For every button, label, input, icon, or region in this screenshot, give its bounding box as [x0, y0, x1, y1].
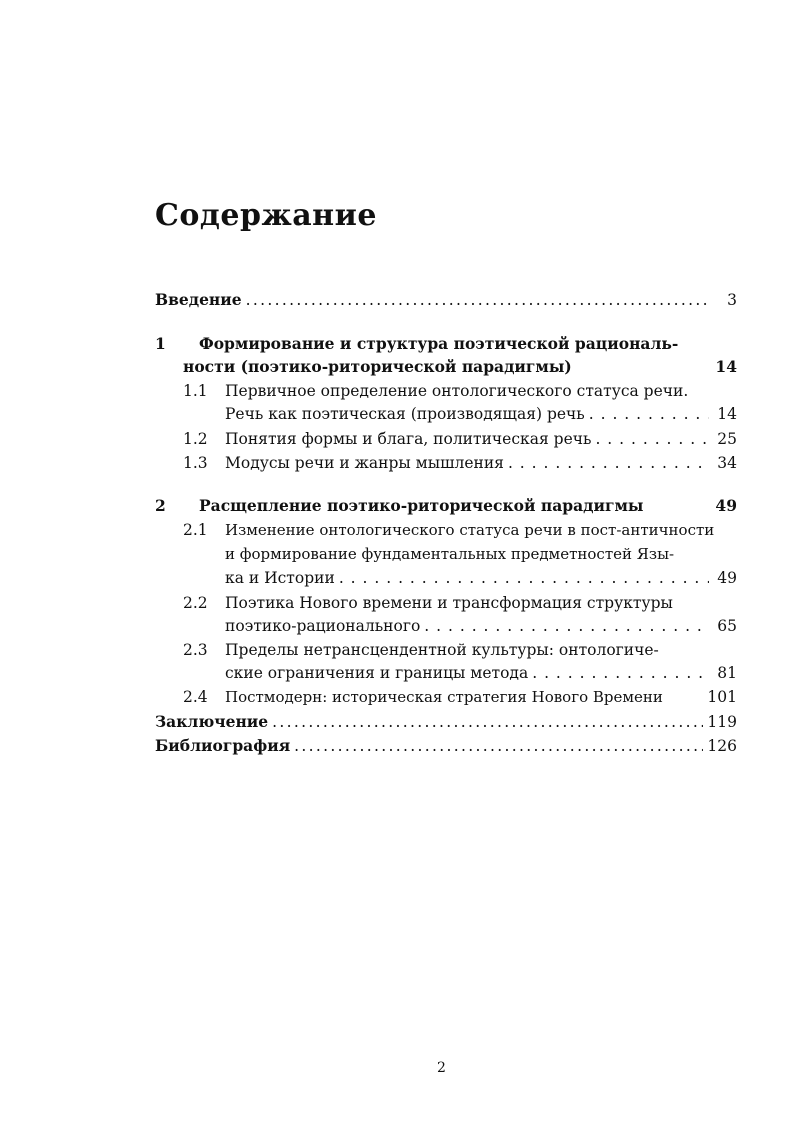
- section-title-line1: Понятия формы и блага, политическая речь: [225, 430, 592, 448]
- toc-section-2-1-cont2[interactable]: [225, 569, 737, 591]
- toc-intro-page: 3: [727, 291, 737, 309]
- section-title-line1: Постмодерн: историческая стратегия Нового Времени: [225, 688, 663, 706]
- section-page: 25: [717, 430, 737, 448]
- toc-entry-conclusion[interactable]: [155, 712, 737, 734]
- dot-leader: [589, 405, 709, 423]
- page-number: 2: [437, 1060, 446, 1076]
- section-number: 1.2: [183, 430, 208, 448]
- toc-section-1-1[interactable]: [183, 382, 737, 404]
- section-number: 2.3: [183, 641, 208, 659]
- section-page: 81: [717, 664, 737, 682]
- chapter-1-number: 1: [155, 334, 166, 353]
- dot-leader: [339, 569, 709, 587]
- toc-section-2-4[interactable]: [183, 688, 737, 710]
- section-page: 34: [717, 454, 737, 472]
- section-title-line1: Изменение онтологического статуса речи в пост-античности: [225, 521, 715, 539]
- section-title-line1: Пределы нетрансцендентной культуры: онтологиче-: [225, 641, 659, 659]
- dot-leader: [424, 617, 709, 635]
- dot-leader: [272, 713, 703, 731]
- toc-conclusion-label: Заключение: [155, 712, 269, 731]
- chapter-1-page: 14: [715, 357, 737, 376]
- section-title-line2: ские ограничения и границы метода: [225, 664, 529, 682]
- toc-section-2-2-cont[interactable]: [225, 617, 737, 639]
- toc-bibliography-page: 126: [707, 737, 737, 755]
- chapter-2-page: 49: [715, 496, 737, 515]
- toc-chapter-1-cont[interactable]: [183, 357, 737, 379]
- dot-leader: [595, 430, 709, 448]
- section-title-line1: Поэтика Нового времени и трансформация структуры: [225, 594, 673, 612]
- section-title-line1: Модусы речи и жанры мышления: [225, 454, 504, 472]
- section-page: 14: [717, 405, 737, 423]
- dot-leader: [532, 664, 709, 682]
- section-title-line2: Речь как поэтическая (производящая) речь: [225, 405, 585, 423]
- toc-bibliography-label: Библиография: [155, 736, 291, 755]
- chapter-2-number: 2: [155, 496, 166, 515]
- dot-leader: [246, 291, 709, 309]
- section-number: 2.4: [183, 688, 208, 706]
- dot-leader: [294, 737, 703, 755]
- section-page: 49: [717, 569, 737, 587]
- toc-section-2-2[interactable]: [183, 594, 737, 616]
- section-title-line3: ка и Истории: [225, 569, 335, 587]
- section-title-line2: и формирование фундаментальных предметностей Язы-: [225, 545, 675, 563]
- toc-chapter-1[interactable]: [155, 334, 737, 356]
- chapter-1-title-line1: Формирование и структура поэтической рациональ-: [199, 334, 679, 353]
- toc-entry-intro[interactable]: [155, 290, 737, 312]
- toc-section-2-1[interactable]: [183, 521, 743, 543]
- section-number: 1.3: [183, 454, 208, 472]
- toc-section-1-3[interactable]: [183, 454, 737, 476]
- toc-section-1-2[interactable]: [183, 430, 737, 452]
- toc-chapter-2[interactable]: [155, 496, 737, 518]
- section-number: 2.2: [183, 594, 208, 612]
- section-page: 101: [707, 688, 737, 706]
- dot-leader: [508, 454, 709, 472]
- chapter-2-title: Расщепление поэтико-риторической парадигмы: [199, 496, 644, 515]
- toc-conclusion-page: 119: [707, 713, 737, 731]
- section-number: 2.1: [183, 521, 208, 539]
- toc-section-1-1-cont[interactable]: [225, 405, 737, 427]
- toc-intro-label: Введение: [155, 290, 242, 309]
- toc-entry-bibliography[interactable]: [155, 736, 737, 758]
- section-title-line1: Первичное определение онтологического статуса речи.: [225, 382, 689, 400]
- toc-section-2-3[interactable]: [183, 641, 737, 663]
- chapter-1-title-line2: ности (поэтико-риторической парадигмы): [183, 357, 572, 376]
- toc-section-2-3-cont[interactable]: [225, 664, 737, 686]
- toc-section-2-1-cont[interactable]: [225, 545, 737, 567]
- section-title-line2: поэтико-рационального: [225, 617, 421, 635]
- section-number: 1.1: [183, 382, 208, 400]
- page-title: Содержание: [155, 198, 377, 233]
- section-page: 65: [717, 617, 737, 635]
